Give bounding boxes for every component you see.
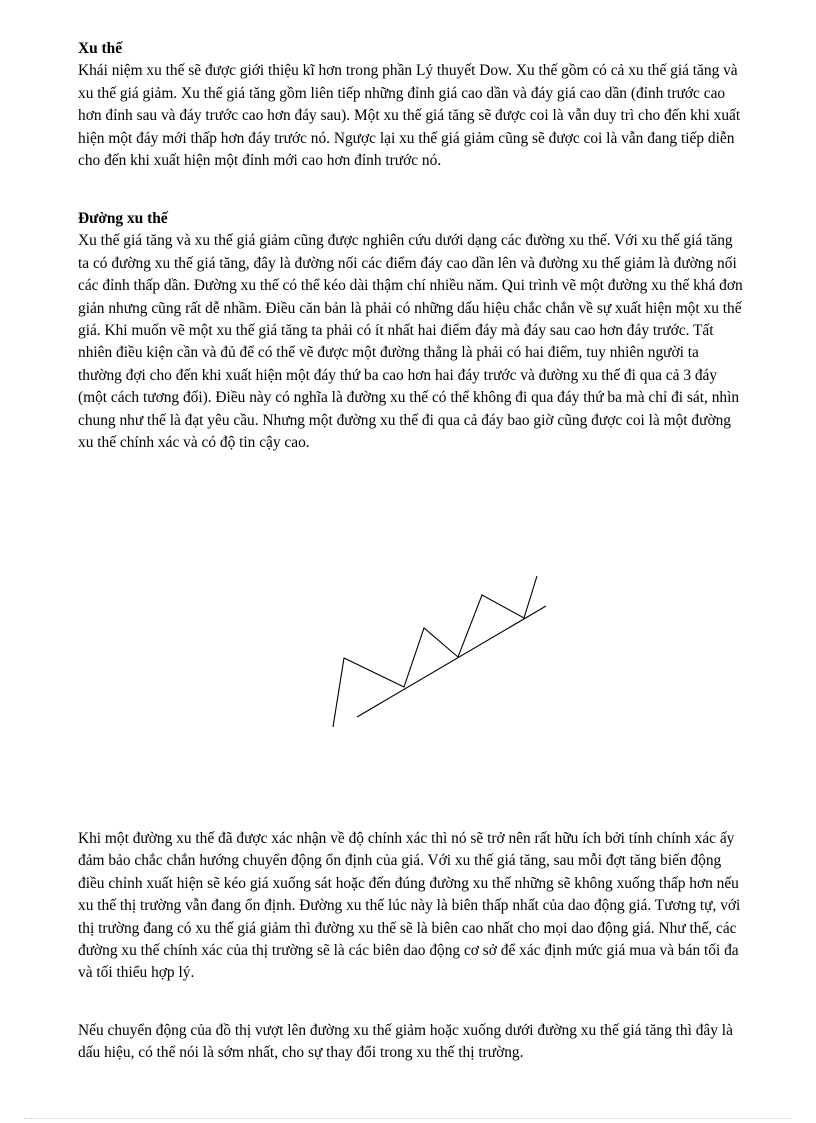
price-zigzag-line [333,576,537,727]
section-trendline [78,208,746,454]
section-confirmed-trendline [78,828,746,985]
section-trend-signal [78,1020,746,1065]
paragraph-trend-signal: Nếu chuyển động của đồ thị vượt lên đường xu thế giảm hoặc xuống dưới đường xu thế giá tăng thì đây là dấu hiệu, có thể nói là sớm nhất, cho sự thay đổi trong xu thế thị trường. [78,1022,733,1062]
paragraph-confirmed-trendline: Khi một đường xu thế đã được xác nhận về độ chính xác thì nó sẽ trở nên rất hữu ích bởi tính chính xác ấy đảm bảo chắc chắn hướng chuyển động ổn định của giá. Với xu thế giá tăng, sau mỗi đợt tăng biến động điều chỉnh xuất hiện sẽ kéo giá xuống sát hoặc đến đúng đường xu thế những sẽ không xuống thấp hơn nếu xu thế thị trường vẫn đang ổn định. Đường xu thế lúc này là biên thấp nhất của dao động giá. Tương tự, với thị trường đang có xu thế giá giảm thì đường xu thế sẽ là biên cao nhất cho mọi dao động giá. Như thế, các đường xu thế chính xác của thị trường sẽ là các biên dao động cơ sở để xác định mức giá mua và bán tối đa và tối thiểu hợp lý. [78,830,741,982]
heading-trendline: Đường xu thế [78,210,168,227]
heading-trend: Xu thế [78,40,123,57]
paragraph-trend: Khái niệm xu thế sẽ được giới thiệu kĩ hơn trong phần Lý thuyết Dow. Xu thế gồm có cả xu thế giá tăng và xu thế giá giảm. Xu thế giá tăng gồm liên tiếp những đỉnh giá cao dần và đáy giá cao dần (đỉnh trước cao hơn đỉnh sau và đáy trước cao hơn đáy sau). Một xu thế giá tăng sẽ được coi là vẫn duy trì cho đến khi xuất hiện một đáy mới thấp hơn đáy trước nó. Ngược lại xu thế giá giảm cũng sẽ được coi là vẫn đang tiếp diễn cho đến khi xuất hiện một đỉnh mới cao hơn đỉnh trước nó. [78,62,741,170]
uptrend-diagram-svg [322,572,558,732]
paragraph-trendline: Xu thế giá tăng và xu thế giá giảm cũng được nghiên cứu dưới dạng các đường xu thế. Với xu thế giá tăng ta có đường xu thế giá tăng, đây là đường nối các điểm đáy cao dần lên và đường xu thế giảm là đường nối các đỉnh thấp dần. Đường xu thế có thể kéo dài thậm chí nhiều năm. Qui trình vẽ một đường xu thế khá đơn giản nhưng cũng rất dễ nhầm. Điều căn bản là phải có những dấu hiệu chắc chắn về sự xuất hiện một xu thế giá. Khi muốn vẽ một xu thế giá tăng ta phải có ít nhất hai điểm đáy mà đáy sau cao hơn đáy trước. Tất nhiên điều kiện cần và đủ để có thể vẽ được một đường thẳng là phải có hai điểm, tuy nhiên người ta thường đợi cho đến khi xuất hiện một đáy thứ ba cao hơn hai đáy trước và đường xu thế đi qua cả 3 đáy (một cách tương đối). Điều này có nghĩa là đường xu thế có thể không đi qua đáy thứ ba mà chỉ đi sát, nhìn chung như thế là đạt yêu cầu. Nhưng một đường xu thế đi qua cả đáy bao giờ cũng được coi là một đường xu thế chính xác và có độ tin cậy cao. [78,232,743,452]
support-trend-line [357,606,546,717]
section-trend [78,38,746,172]
page-bottom-divider [24,1118,792,1119]
uptrend-diagram [322,572,558,732]
